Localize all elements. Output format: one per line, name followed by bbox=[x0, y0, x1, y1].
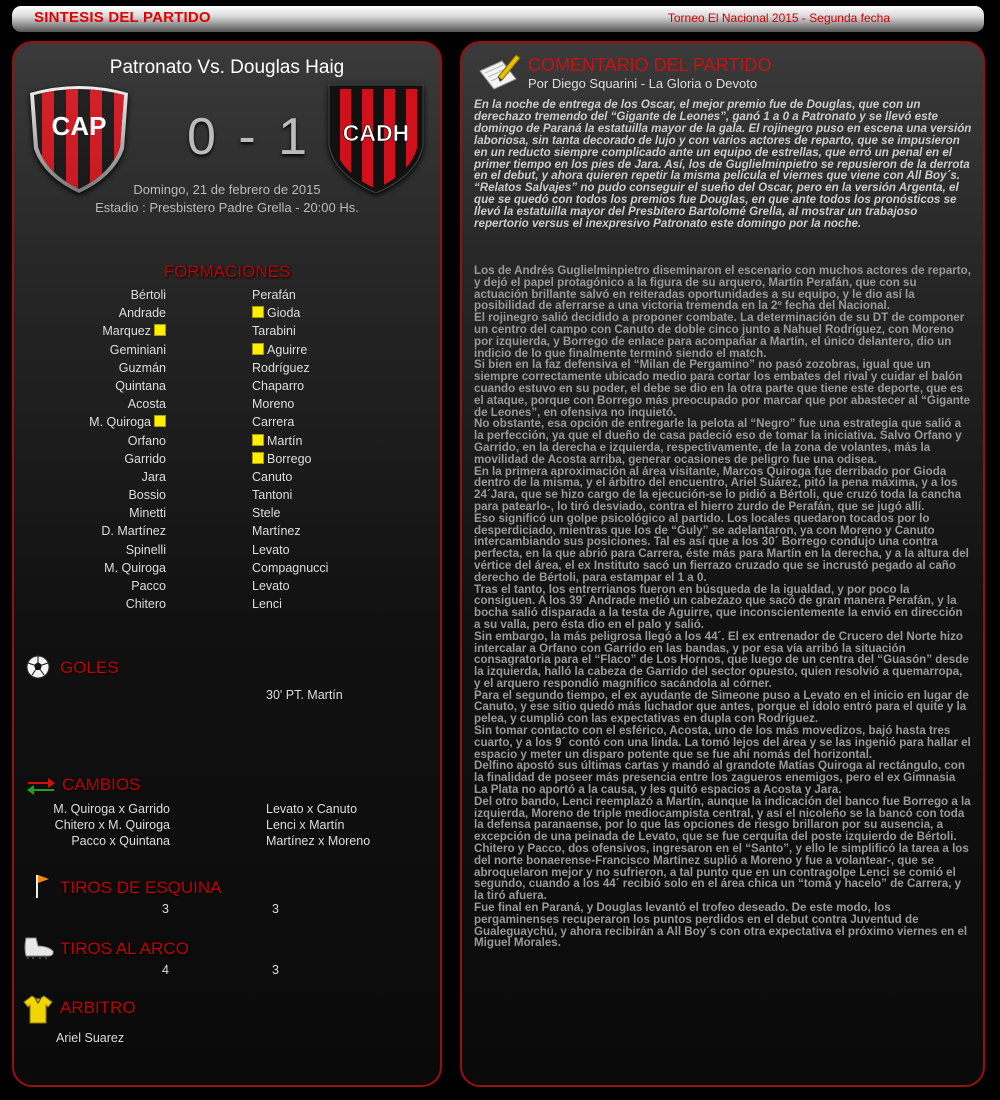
home-player: Chitero bbox=[125, 597, 166, 612]
soccer-ball-icon bbox=[26, 655, 50, 679]
match-stadium: Estadio : Presbistero Padre Grella - 20:00 Hs. bbox=[95, 200, 359, 215]
substitutions-heading: CAMBIOS bbox=[62, 775, 141, 794]
commentary-paragraph: Eso significó un golpe psicológico al partido. Los locales quedaron tocados por lo desperdiciado, mientras que los de “Guly” se adelantaron, ya con Moreno y Canuto intercambiando sus posiciones. Tal es así que a los 30´ Borrego condujo una contra perfecta, en la que abrió para Carrera, éste más para Martín en la derecha, y a la altura del vértice del área, el ex Instituto sacó un fierrazo cruzado que se incrustó pegado al caño derecho de Bértoli, para estampar el 1 a 0. bbox=[474, 511, 969, 584]
away-player: Aguirre bbox=[252, 341, 422, 359]
tournament-title: Torneo El Nacional 2015 - Segunda fecha bbox=[667, 11, 890, 25]
commentary-paragraph: Chitero y Pacco, dos ofensivos, ingresaron en el “Santo”, y ello le simplificó la tarea a los del norte bonaerense-Francisco Martínez suplió a Moreno y fue a volantear-, que se abroquelaron mejor y no sufrieron, a tal punto que en un contragolpe Lenci se comió el segundo, cuando a los 44´ recibió solo en el área chica un “tomá y hacelo” de Carrera, y la tiró afuera. bbox=[474, 842, 969, 903]
commentary-paragraph: Sin tomar contacto con el esférico, Acosta, uno de los más movedizos, bajó hasta tres cuarto, y a los 9´ contó con una linda. La tomó lejos del área y se las ingenió para hallar el espacio y meter un disparo potente que se fue ahí nomás del horizontal. bbox=[474, 724, 971, 761]
away-player: Tantoni bbox=[252, 488, 293, 503]
commentary-paragraph: Los de Andrés Guglielminpietro diseminaron el escenario con muchos actores de reparto, y dejó el papel protagónico a la figura de su arquero, Martín Perafán, que con su actuación brillante salvó en reiteradas oportunidades a su equipo, y le dio así la posibilidad de aferrarse a una victoria tremenda en la 2º fecha del Nacional. bbox=[474, 264, 971, 313]
referee-name: Ariel Suarez bbox=[56, 1031, 125, 1045]
commentary-paragraph: Para el segundo tiempo, el ex ayudante de Simeone puso a Levato en el inicio en lugar de Canuto, y ese sitio quedó más luchador que antes, porque el ídolo entró para el quite y la pelea, y cumplió con las expectativas en dupla con Rodríguez. bbox=[474, 688, 969, 726]
away-badge-text: CADH bbox=[342, 120, 410, 146]
commentary-paragraph: No obstante, esa opción de entregarle la pelota al “Negro” fue una estrategia que salió a la perfección, ya que el dueño de casa padeció eso de tomar la iniciativa. Salvo Orfano y Garrido, en la derecha e izquierda, respectivamente, de la zona de volantes, más la movilidad de Acosta arriba, generar ocasiones de peligro fue una odisea. bbox=[474, 417, 962, 466]
substitution-item: Chitero x M. Quiroga bbox=[54, 818, 170, 832]
home-player: Acosta bbox=[127, 397, 166, 412]
home-player: Quintana bbox=[115, 378, 166, 393]
commentary-paragraph: El rojinegro salió decidido a proponer combate. La determinación de su DT de componer un centro del campo con Canuto de doble cinco junto a Nahuel Rodríguez, con Moreno por izquierda, y Borrego de enlace para acompañar a Martín, el único delantero, dio un indicio de lo que finalmente terminó siendo el match. bbox=[474, 311, 965, 360]
substitution-item: Pacco x Quintana bbox=[71, 834, 170, 848]
home-substitutions bbox=[34, 801, 170, 849]
home-player: Bossio bbox=[128, 488, 166, 503]
commentary-paragraph: Fue final en Paraná, y Douglas levantó el trofeo deseado. De este modo, los pergaminenses recuperaron los puntos perdidos en el debut contra Juventud de Gualeguaychú, y ahora recibirán a All Boy´s con otra expectativa el próximo viernes en el Miguel Morales. bbox=[474, 901, 968, 950]
away-lineup bbox=[252, 286, 422, 613]
home-corners: 3 bbox=[162, 902, 169, 916]
substitution-arrows-icon bbox=[26, 776, 56, 796]
home-player: Orfano bbox=[127, 433, 166, 448]
home-player: Guzmán bbox=[118, 360, 166, 375]
home-player: Bértoli bbox=[130, 288, 166, 302]
home-player: D. Martínez bbox=[101, 524, 166, 539]
referee-heading: ARBITRO bbox=[60, 998, 136, 1017]
substitution-item: Levato x Canuto bbox=[266, 802, 358, 816]
shots-heading: TIROS AL ARCO bbox=[60, 939, 189, 958]
title-bar bbox=[12, 6, 984, 32]
notepad-pencil-icon bbox=[476, 51, 522, 93]
home-shots: 4 bbox=[162, 963, 169, 977]
away-goal: 30' PT. Martín bbox=[266, 688, 343, 702]
home-player: M. Quiroga bbox=[104, 560, 166, 575]
away-team-shield-icon bbox=[326, 83, 426, 193]
away-corners: 3 bbox=[272, 902, 279, 916]
home-player: Garrido bbox=[124, 451, 166, 466]
home-player: Spinelli bbox=[125, 542, 166, 557]
yellow-card-icon bbox=[252, 343, 264, 355]
commentary-paragraph: Delfino apostó sus últimas cartas y mandó al grandote Matías Quiroga al rectángulo, con la finalidad de poseer más presencia entre los zagueros enemigos, pero el ex Gimnasia La Plata no aportó a la causa, y les quitó espacios a Acosta y Jara. bbox=[474, 759, 965, 797]
commentary-author: Por Diego Squarini - La Gloria o Devoto bbox=[528, 76, 758, 91]
home-player: Geminiani bbox=[109, 342, 166, 357]
page-title: SINTESIS DEL PARTIDO bbox=[34, 9, 211, 26]
lineups-heading: FORMACIONES bbox=[163, 262, 291, 281]
commentary-paragraph: Tras el tanto, los entrerrianos fueron en búsqueda de la igualdad, y por poco la consiguen. A los 39´ Andrade metió un cabezazo que sacó de gran manera Perafán, y la bocha salió disparada a la testa de Aguirre, que inconscientemente la envió en dirección a su valla, pero ésta dio en el palo y salió. bbox=[474, 582, 963, 631]
away-substitutions bbox=[266, 801, 436, 849]
yellow-card-icon bbox=[154, 415, 166, 427]
commentary-lead: En la noche de entrega de los Oscar, el mejor premio fue de Douglas, que con un derechazo tremendo del “Gigante de Leones”, ganó 1 a 0 a Patronato y se llevó este domingo de Paraná la estatuilla mayor de la gala. El rojinegro puso en escena una versión laboriosa, sin tanta decorado de lujo y con varios actores de reparto, que se impusieron en un reducto siempre complicado ante un equipo de estrellas, que erró un penal en el primer tiempo en los pies de Jara. Así, los de Guglielminpietro se repusieron de la derrota en el debut, y ahora quieren repetir la misma película el viernes que viene con All Boy´s. “Relatos Salvajes” no pudo conseguir el sueño del Oscar, pero en la versión Argenta, el que se quedó con todos los premios fue Douglas, en que ante todos los pronósticos se llevó la estatuilla mayor del Presbítero Bartolomé Grella, al mostrar un trabajoso repertorio versus el inexpresivo Patronato este domingo por la noche. bbox=[474, 98, 972, 231]
substitution-item: Lenci x Martín bbox=[266, 818, 345, 832]
goals-heading: GOLES bbox=[60, 658, 119, 677]
away-player: Gioda bbox=[252, 304, 422, 322]
football-boot-icon bbox=[22, 934, 56, 960]
match-date: Domingo, 21 de febrero de 2015 bbox=[133, 182, 321, 197]
home-team-shield-icon bbox=[28, 85, 130, 193]
away-player: Levato bbox=[252, 542, 290, 557]
commentary-paragraph: Del otro bando, Lenci reemplazó a Martín, aunque la indicación del banco fue Borrego a la izquierda, Moreno de triple mediocampista central, y así el nicoleño se la bancó con toda la defensa paranaense, por lo que las opciones de riesgo brillaron por su ausencia, a excepción de una peinada de Levato, que se fue cerquita del poste izquierdo de Bértoli. bbox=[474, 794, 971, 844]
away-player: Stele bbox=[252, 506, 281, 521]
away-player: Lenci bbox=[252, 597, 282, 612]
commentary-paragraph: En la primera aproximación al área visitante, Marcos Quiroga fue derribado por Gioda dentro de la misma, y el árbitro del encuentro, Ariel Suárez, pitó la pena máxima, y a los 24´Jara, que se hizo cargo de la ejecución-se lo pidió a Bértoli, que cruzó toda la cancha para patearlo-, lo tiró desviado, contra el hierro zurdo de Perafán, que se jugó allí. bbox=[474, 464, 962, 513]
away-player: Borrego bbox=[252, 450, 422, 468]
away-player: Perafán bbox=[252, 288, 296, 302]
referee-shirt-icon bbox=[22, 993, 54, 1025]
yellow-card-icon bbox=[154, 324, 166, 336]
home-player: Pacco bbox=[131, 579, 166, 593]
home-player: Minetti bbox=[129, 506, 166, 521]
away-player: Levato bbox=[252, 579, 290, 593]
corners-heading: TIROS DE ESQUINA bbox=[60, 878, 222, 897]
yellow-card-icon bbox=[252, 452, 264, 464]
scoreboard: 0 - 1 bbox=[186, 108, 312, 166]
home-player: Jara bbox=[141, 469, 166, 484]
substitution-item: Martínez x Moreno bbox=[266, 834, 371, 848]
home-badge-text: CAP bbox=[51, 111, 107, 141]
away-player: Canuto bbox=[252, 469, 293, 484]
away-player: Carrera bbox=[252, 415, 295, 430]
away-player: Compagnucci bbox=[252, 560, 329, 575]
match-summary-panel bbox=[12, 41, 442, 1087]
match-commentary-panel bbox=[460, 41, 985, 1087]
corner-flag-icon bbox=[32, 873, 52, 899]
commentary-paragraph: Si bien en la faz defensiva el “Milan de Pergamino” no pasó zozobras, igual que un siempre correctamente ubicado medio para cortar los embates del rival y cuidar el balón cuando estuvo en su poder, el debe se dio en la otra parte que tiene este deporte, que es el ataque, porque con Borrego más preocupado por marcar que por abastecer al “Gigante de Leones”, en ofensiva no inquietó. bbox=[474, 358, 971, 419]
commentary-paragraph: Sin embargo, la más peligrosa llegó a los 44´. El ex entrenador de Crucero del Norte hizo intercalar a Orfano con Garrido en las bandas, y por esa vía arribó la situación consagratoria para el “Flaco” de Los Hornos, que luego de un centra del “Guasón” desde la izquierda, halló la cabeza de Garrido del sector opuesto, quien resolvió a quemarropa, y el arquero respondió magnífico sacándola al córner. bbox=[474, 629, 969, 690]
commentary-body bbox=[474, 265, 972, 949]
away-player: Martínez bbox=[252, 524, 301, 539]
away-player: Rodríguez bbox=[252, 360, 310, 375]
match-title: Patronato Vs. Douglas Haig bbox=[109, 57, 345, 78]
away-player: Tarabini bbox=[252, 324, 296, 339]
away-player: Moreno bbox=[252, 397, 295, 412]
yellow-card-icon bbox=[252, 434, 264, 446]
away-player: Martín bbox=[252, 432, 422, 450]
home-lineup bbox=[54, 286, 166, 613]
substitution-item: M. Quiroga x Garrido bbox=[53, 802, 170, 816]
yellow-card-icon bbox=[252, 306, 264, 318]
home-player: M. Quiroga bbox=[54, 413, 166, 431]
home-player: Marquez bbox=[54, 322, 166, 340]
away-player: Chaparro bbox=[252, 378, 305, 393]
commentary-heading: COMENTARIO DEL PARTIDO bbox=[528, 55, 772, 75]
home-player: Andrade bbox=[118, 306, 166, 321]
away-shots: 3 bbox=[272, 963, 279, 977]
